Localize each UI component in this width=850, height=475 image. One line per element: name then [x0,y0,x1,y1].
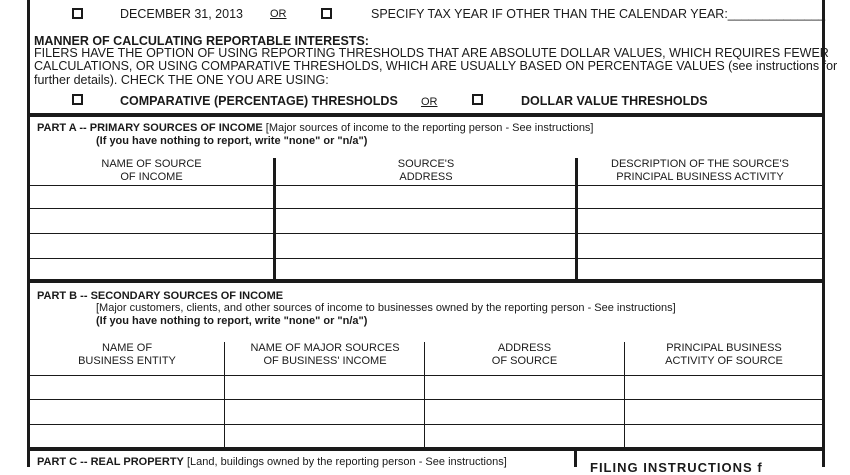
column-header-line: OF SOURCE [491,355,558,367]
part-c-heading [37,456,507,468]
part-b-col-business-activity [626,342,822,368]
column-header-line: PRINCIPAL BUSINESS ACTIVITY [616,171,784,183]
part-c-title: PART C -- REAL PROPERTY [37,456,184,468]
column-header-line: ADDRESS [497,342,552,354]
table-row-line [29,399,822,400]
table-row-line [29,185,822,186]
column-divider [424,342,425,448]
or-label: OR [270,8,287,20]
column-divider [574,451,577,467]
column-header-line: ADDRESS [399,171,453,183]
column-divider [624,342,625,448]
part-a-col-business-activity [578,158,822,184]
section-divider [27,447,825,451]
part-a-description: [Major sources of income to the reporting person - See instructions] [262,122,594,134]
or-label: OR [421,96,438,108]
manner-heading: MANNER OF CALCULATING REPORTABLE INTERESTS: [34,34,369,48]
checkbox-specify-tax-year[interactable] [321,8,332,19]
filing-instructions-heading: FILING INSTRUCTIONS f [590,460,763,475]
checkbox-december-31[interactable] [72,8,83,19]
option-dollar-value-label: DOLLAR VALUE THRESHOLDS [521,94,708,108]
part-a-title: PART A -- PRIMARY SOURCES OF INCOME [37,122,263,134]
table-row-line [29,424,822,425]
option-december-31-label: DECEMBER 31, 2013 [120,7,243,21]
section-divider [27,113,825,117]
part-b-col-business-entity [29,342,225,368]
column-divider [575,158,578,282]
column-divider [224,342,225,448]
part-b-col-major-sources [226,342,424,368]
column-header-line: ACTIVITY OF SOURCE [665,355,783,367]
part-c-description: [Land, buildings owned by the reporting person - See instructions] [183,456,507,468]
option-specify-tax-year-label: SPECIFY TAX YEAR IF OTHER THAN THE CALENDAR YEAR:______________ [371,7,826,21]
column-header-line: PRINCIPAL BUSINESS [666,342,782,354]
column-header-line: DESCRIPTION OF THE SOURCE'S [611,158,789,170]
part-a-col-name-of-source [29,158,274,184]
option-comparative-label: COMPARATIVE (PERCENTAGE) THRESHOLDS [120,94,398,108]
manner-text-line-1: FILERS HAVE THE OPTION OF USING REPORTING THRESHOLDS THAT ARE ABSOLUTE DOLLAR VALUES, WHICH REQUIRES FEWER [34,46,829,60]
part-a-col-source-address [276,158,576,184]
section-divider [27,279,825,283]
column-divider [273,158,276,282]
column-header-line: OF BUSINESS' INCOME [263,355,387,367]
part-b-description: [Major customers, clients, and other sources of income to businesses owned by the reporting person - See instructions] [96,302,676,314]
column-header-line: NAME OF [101,342,153,354]
column-header-line: BUSINESS ENTITY [78,355,176,367]
table-row-line [29,208,822,209]
column-header-line: OF INCOME [120,171,183,183]
column-header-line: SOURCE'S [397,158,455,170]
part-a-heading [37,122,594,134]
table-row-line [29,233,822,234]
part-a-note: (If you have nothing to report, write "none" or "n/a") [96,135,368,147]
table-row-line [29,375,822,376]
column-header-line: NAME OF MAJOR SOURCES [250,342,400,354]
manner-text-line-3: further details). CHECK THE ONE YOU ARE USING: [34,73,329,87]
table-row-line [29,258,822,259]
part-b-title: PART B -- SECONDARY SOURCES OF INCOME [37,290,284,302]
checkbox-dollar-value-thresholds[interactable] [472,94,483,105]
checkbox-comparative-thresholds[interactable] [72,94,83,105]
column-header-line: NAME OF SOURCE [101,158,202,170]
manner-text-line-2: CALCULATIONS, OR USING COMPARATIVE THRESHOLDS, WHICH ARE USUALLY BASED ON PERCENTAGE VALUES (see instructions for [34,59,838,73]
part-b-note: (If you have nothing to report, write "none" or "n/a") [96,315,368,327]
part-b-col-address-of-source [426,342,623,368]
